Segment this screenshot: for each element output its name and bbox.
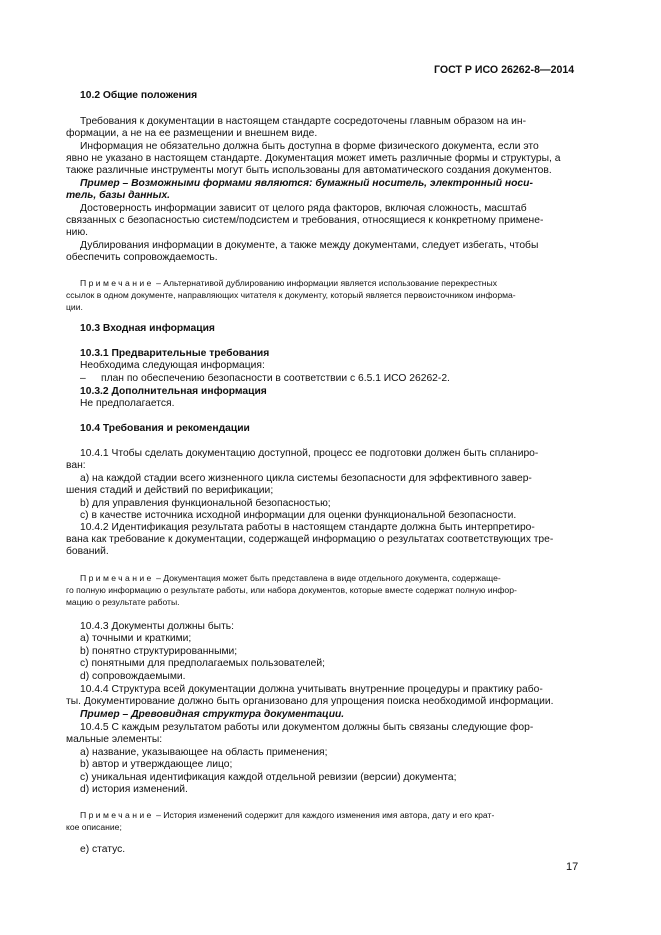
paragraph-line: также различные инструменты могут быть использованы для автоматического создания документов.	[66, 165, 552, 176]
paragraph-line: ван:	[66, 460, 86, 471]
paragraph-line: Необходима следующая информация:	[80, 360, 265, 371]
paragraph-line: Информация не обязательно должна быть доступна в форме физического документа, если это	[80, 141, 539, 152]
paragraph-line: обеспечить сопровождаемость.	[66, 252, 218, 263]
list-item: с) в качестве источника исходной информации для оценки функциональной безопасности.	[80, 510, 517, 521]
paragraph-line: бований.	[66, 546, 109, 557]
note-line	[80, 572, 501, 584]
note-line	[80, 809, 494, 821]
example-line: тель, базы данных.	[66, 190, 171, 201]
paragraph-line: 10.4.4 Структура всей документации должна учитывать внутренние процедуры и практику рабо-	[80, 684, 543, 695]
note-line: кое описание;	[66, 822, 122, 832]
paragraph-line: Требования к документации в настоящем стандарте сосредоточены главным образом на ин-	[80, 116, 527, 127]
paragraph-line: вана как требование к документации, содержащей информацию о результатах соответствующих тре-	[66, 534, 554, 545]
note-line: мацию о результате работы.	[66, 597, 180, 607]
page-number: 17	[566, 861, 579, 873]
paragraph-line: 10.4.2 Идентификация результата работы в настоящем стандарте должна быть интерпретиро-	[80, 522, 535, 533]
note-line: ции.	[66, 302, 83, 312]
note-line: ссылок в одном документе, направляющих читателя к документу, который является первоисточником информа-	[66, 290, 516, 300]
note-text: – История изменений содержит для каждого изменения имя автора, дату и его крат-	[156, 810, 495, 820]
section-10-2-title: 10.2 Общие положения	[80, 90, 198, 101]
list-item: d) сопровождаемыми.	[80, 671, 186, 682]
paragraph-line: Не предполагается.	[80, 398, 175, 409]
list-item: b) понятно структурированными;	[80, 646, 238, 657]
list-item: а) название, указывающее на область применения;	[80, 747, 328, 758]
paragraph-line: мальные элементы:	[66, 734, 163, 745]
paragraph-line: явно не указано в настоящем стандарте. Документация может иметь различные формы и структуры, а	[66, 153, 561, 164]
note-line: го полную информацию о результате работы, или набора документов, которые вместе содержат полную инфор-	[66, 585, 517, 595]
note-line	[80, 277, 497, 289]
subsection-10-3-1-title: 10.3.1 Предварительные требования	[80, 348, 270, 359]
list-item: с) уникальная идентификация каждой отдельной ревизии (версии) документа;	[80, 772, 457, 783]
note-text: – Альтернативой дублированию информации является использование перекрестных	[156, 278, 498, 288]
paragraph-line: Дублирования информации в документе, а также между документами, следует избегать, чтобы	[80, 240, 539, 251]
paragraph-line: ты. Документирование должно быть организовано для упрощения поиска необходимой информации.	[66, 696, 554, 707]
section-10-4-title: 10.4 Требования и рекомендации	[80, 423, 250, 434]
list-item: b) для управления функциональной безопасностью;	[80, 498, 331, 509]
note-text: – Документация может быть представлена в виде отдельного документа, содержаще-	[156, 573, 501, 583]
document-header: ГОСТ Р ИСО 26262-8—2014	[434, 64, 575, 76]
list-item: d) история изменений.	[80, 784, 188, 795]
list-item: b) автор и утверждающее лицо;	[80, 759, 233, 770]
paragraph-line: 10.4.3 Документы должны быть:	[80, 621, 235, 632]
paragraph-line: нию.	[66, 227, 89, 238]
paragraph-line: 10.4.1 Чтобы сделать документацию доступной, процесс ее подготовки должен быть спланиро-	[80, 448, 539, 459]
paragraph-line: связанных с безопасностью систем/подсистем и требования, относящиеся к конкретному примене-	[66, 215, 544, 226]
section-10-3-title: 10.3 Входная информация	[80, 323, 215, 334]
paragraph-line: Достоверность информации зависит от целого ряда факторов, включая сложность, масштаб	[80, 203, 527, 214]
paragraph-line: формации, а не на ее размещении и внешнем виде.	[66, 128, 318, 139]
list-item: план по обеспечению безопасности в соответствии с 6.5.1 ИСО 26262-2.	[101, 373, 450, 384]
list-item: а) на каждой стадии всего жизненного цикла системы безопасности для эффективного завер-	[80, 473, 532, 484]
note-label: Примечание	[80, 278, 154, 288]
list-item: е) статус.	[80, 844, 126, 855]
list-item: с) понятными для предполагаемых пользователей;	[80, 658, 326, 669]
note-label: Примечание	[80, 810, 154, 820]
paragraph-line: 10.4.5 С каждым результатом работы или документом должны быть связаны следующие фор-	[80, 722, 534, 733]
list-dash: –	[80, 373, 86, 384]
subsection-10-3-2-title: 10.3.2 Дополнительная информация	[80, 386, 267, 397]
example-line: Пример – Возможными формами являются: бумажный носитель, электронный носи-	[80, 178, 533, 189]
example-line: Пример – Древовидная структура документации.	[80, 709, 345, 720]
list-item: а) точными и краткими;	[80, 633, 192, 644]
note-label: Примечание	[80, 573, 154, 583]
list-item: шения стадий и действий по верификации;	[66, 485, 274, 496]
